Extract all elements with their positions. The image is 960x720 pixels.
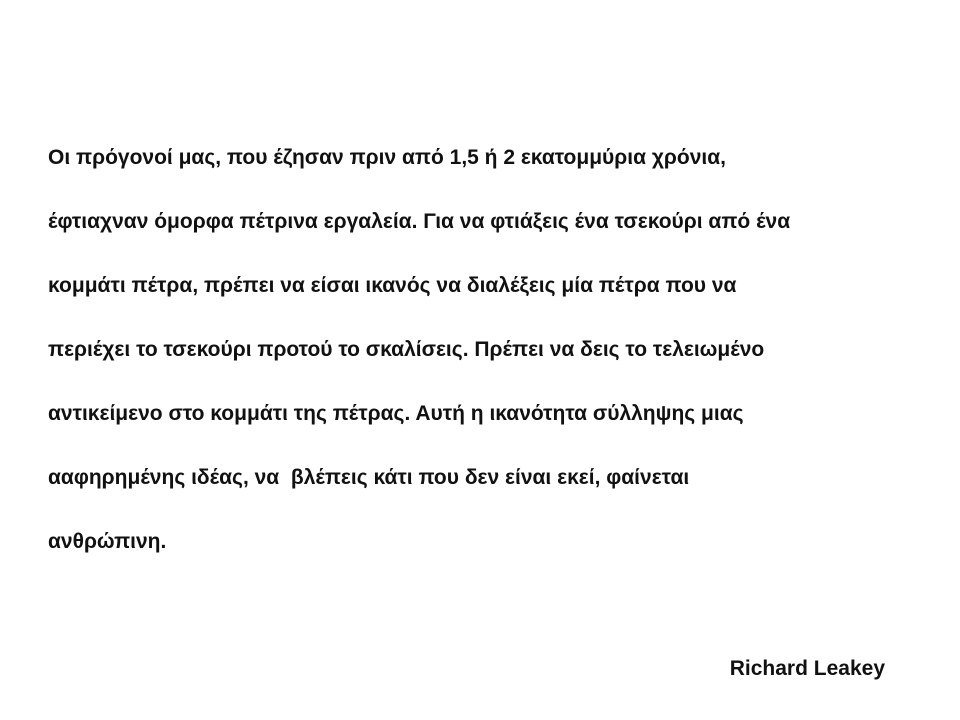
quote-line-3: κομμάτι πέτρα, πρέπει να είσαι ικανός να διαλέξεις μία πέτρα που να	[48, 274, 737, 297]
quote-author: Richard Leakey	[729, 657, 885, 680]
quote-line-7: ανθρώπινη.	[48, 530, 167, 553]
quote-line-2: έφτιαχναν όμορφα πέτρινα εργαλεία. Για να φτιάξεις ένα τσεκούρι από ένα	[48, 210, 791, 233]
quote-line-6: ααφηρημένης ιδέας, να βλέπεις κάτι που δεν είναι εκεί, φαίνεται	[48, 466, 690, 489]
quote-line-4: περιέχει το τσεκούρι προτού το σκαλίσεις. Πρέπει να δεις το τελειωμένο	[48, 338, 765, 361]
quote-line-1: Οι πρόγονοί μας, που έζησαν πριν από 1,5 ή 2 εκατομμύρια χρόνια,	[48, 146, 726, 169]
quote-text	[48, 138, 928, 586]
quote-line-5: αντικείμενο στο κομμάτι της πέτρας. Αυτή η ικανότητα σύλληψης μιας	[48, 402, 744, 425]
